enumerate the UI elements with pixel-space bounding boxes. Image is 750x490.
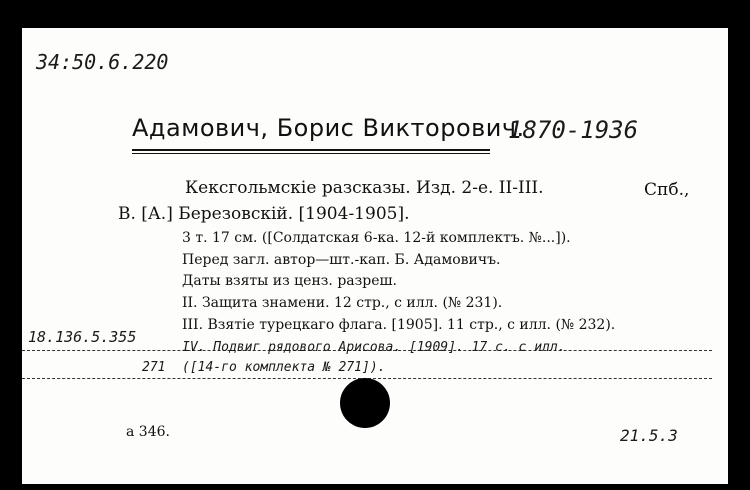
collation-line: 3 т. 17 см. ([Солдатская 6-ка. 12-й комплектъ. №...]). [182, 230, 571, 246]
contents-part-2: II. Защита знамени. 12 стр., с илл. (№ 231). [182, 295, 503, 311]
author-heading: Адамович, Борис Викторович. [132, 114, 525, 142]
handwritten-code: 18.136.5.355 [28, 328, 137, 346]
handwritten-prefix: 271 [142, 360, 166, 375]
footer-handwritten-date: 21.5.3 [620, 426, 678, 445]
library-stamp [340, 378, 390, 428]
note-author: Перед загл. автор—шт.-кап. Б. Адамовичъ. [182, 252, 501, 268]
place-line: Спб., [644, 180, 690, 200]
catalog-card [22, 28, 728, 484]
note-dates: Даты взяты из ценз. разреш. [182, 273, 397, 289]
title-line: Кексгольмскіе разсказы. Изд. 2-е. II-III. [185, 178, 544, 198]
handwritten-part-4-note: ([14-го комплекта № 271]). [182, 360, 386, 375]
footer-number: а 346. [126, 424, 170, 440]
heading-underline-second [132, 153, 490, 154]
heading-underline [132, 149, 490, 151]
call-number: 34:50.6.220 [36, 50, 169, 74]
life-years: 1870-1936 [508, 116, 639, 144]
publisher-line: В. [А.] Березовскій. [1904-1905]. [118, 204, 410, 224]
handwritten-part-4: IV. Подвиг рядового Арисова. [1909]. 17 с. с илл. [182, 340, 566, 355]
contents-part-3: III. Взятіе турецкаго флага. [1905]. 11 стр., с илл. (№ 232). [182, 317, 616, 333]
